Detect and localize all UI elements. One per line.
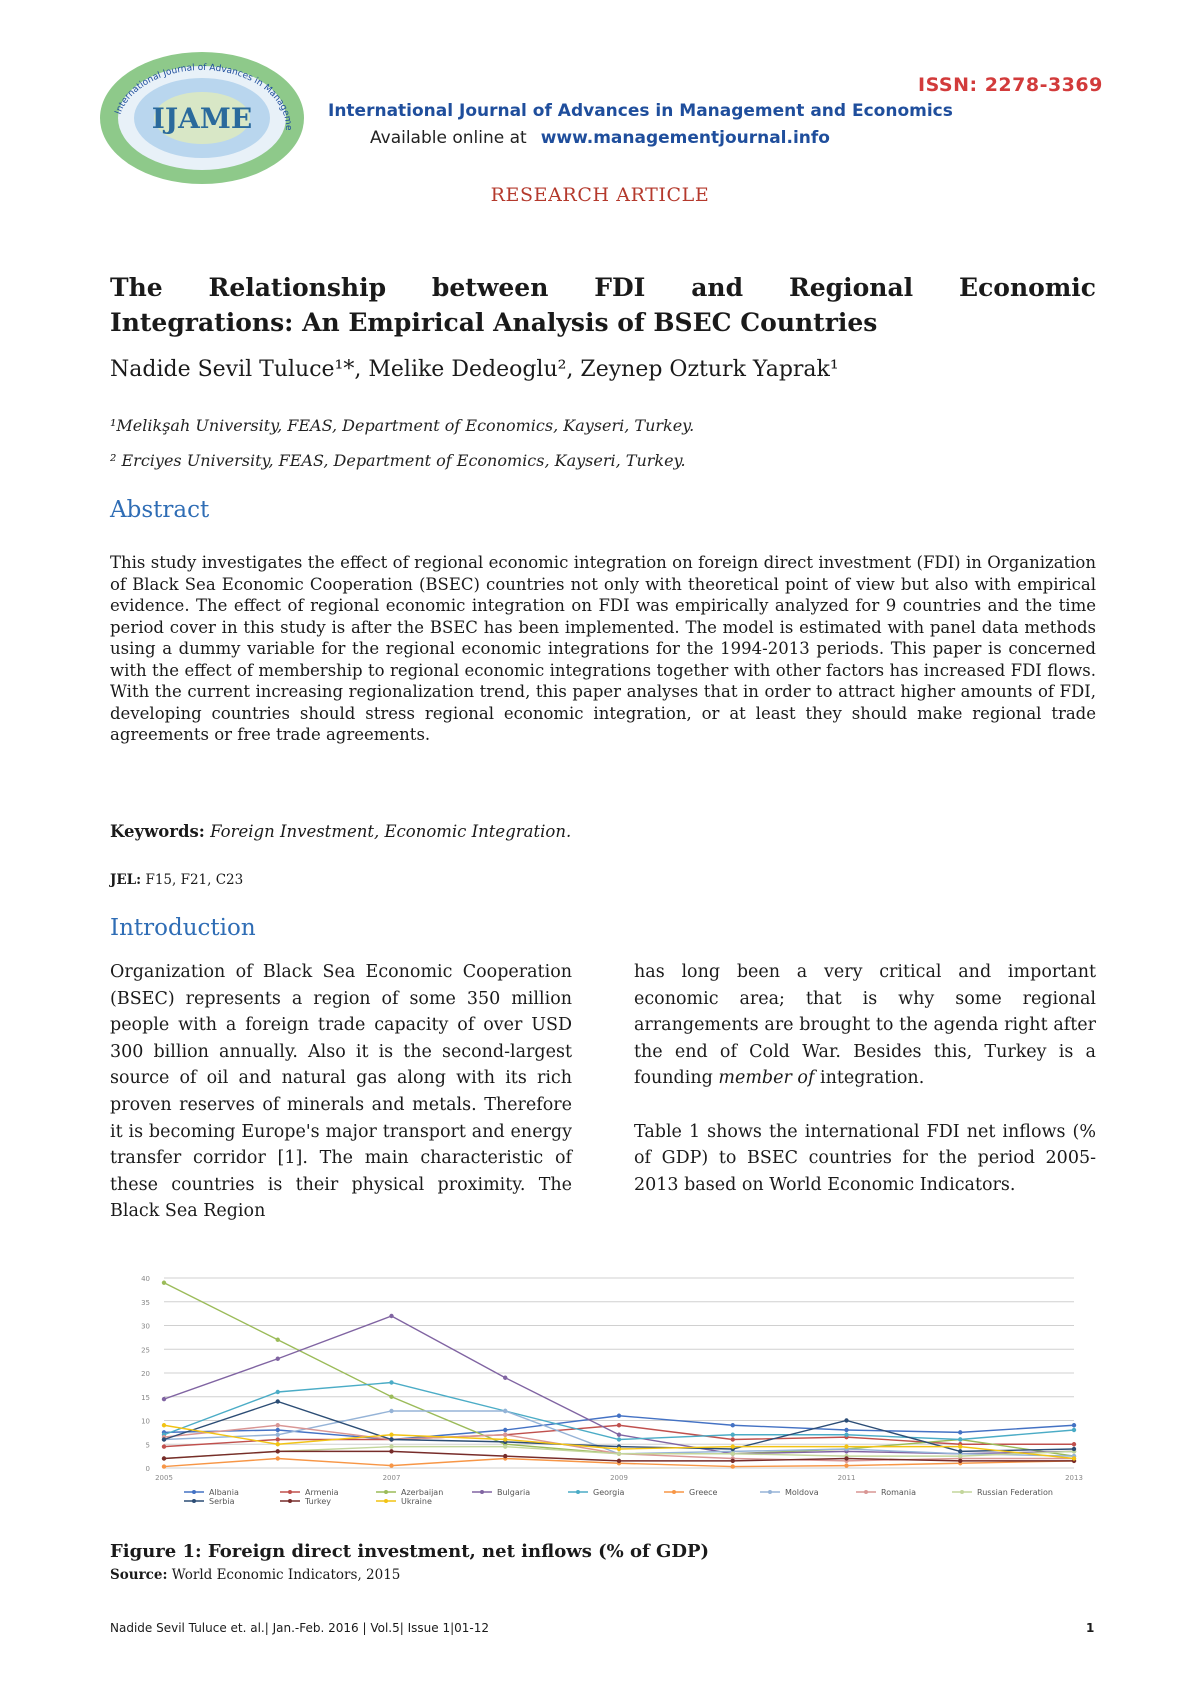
data-point [731,1444,735,1448]
data-point [731,1433,735,1437]
data-point [162,1423,166,1427]
data-point [162,1456,166,1460]
data-point [503,1376,507,1380]
keywords-label: Keywords: [110,822,205,841]
logo-text: IJAME [151,102,253,135]
data-point [162,1444,166,1448]
x-tick-label: 2013 [1065,1474,1083,1482]
data-point [276,1423,280,1427]
logo-ring-text: International Journal of Advances in Manageme [113,62,294,131]
data-point [503,1454,507,1458]
data-point [844,1463,848,1467]
data-point [389,1380,393,1384]
data-point [276,1357,280,1361]
fdi-line-chart [124,1268,1094,1544]
legend-label: Serbia [209,1497,235,1506]
abstract-text: This study investigates the effect of regional economic integration on foreign direct investment (FDI) in Organization of Black Sea Economic Cooperation (BSEC) countries not only with theoretical point of view but also with empirical evidence. The effect of regional economic integration on FDI was empirically analyzed for 9 countries and the time period cover in this study is after the BSEC has been implemented. The model is estimated with panel data methods using a dummy variable for the regional economic integrations for the 1994-2013 periods. This paper is concerned with the effect of membership to regional economic integrations together with other factors has increased FDI flows. With the current increasing regionalization trend, this paper analyses that in order to attract higher amounts of FDI, developing countries should stress regional economic integration, or at least they should make regional trade agreements or free trade agreements. [110,553,1096,744]
data-point [1072,1442,1076,1446]
article-title [110,270,1096,340]
legend-label: Azerbaijan [401,1488,444,1497]
keywords [110,822,571,841]
affiliation-2: ² Erciyes University, FEAS, Department of Economics, Kayseri, Turkey. [110,451,686,470]
data-point [958,1459,962,1463]
data-point [503,1437,507,1441]
issn: ISSN: 2278-3369 [918,74,1103,96]
data-point [844,1428,848,1432]
legend-marker [480,1490,484,1494]
intro-paragraph-2-text: has long been a very critical and important economic area; that is why some regional arrangements are brought to the agenda right after the end of Cold War. Besides this, Turkey is a founding [634,962,1096,1089]
data-point [389,1314,393,1318]
article-type: RESEARCH ARTICLE [490,184,710,206]
jel-codes [110,872,243,888]
data-point [276,1338,280,1342]
legend-marker [960,1490,964,1494]
y-tick-label: 25 [141,1346,150,1355]
data-point [731,1459,735,1463]
legend-marker [384,1490,388,1494]
data-point [1072,1447,1076,1451]
legend-marker [288,1499,292,1503]
abstract-heading: Abstract [110,497,210,523]
data-point [276,1442,280,1446]
page-number: 1 [1086,1621,1095,1635]
data-point [617,1414,621,1418]
intro-column-2 [634,959,1096,1225]
intro-paragraph-3: Table 1 shows the international FDI net inflows (% of GDP) to BSEC countries for the period 2005-2013 based on World Economic Indicators. [634,1121,1096,1195]
introduction-heading: Introduction [110,915,256,941]
x-tick-label: 2005 [155,1474,173,1482]
data-point [958,1430,962,1434]
legend-marker [576,1490,580,1494]
data-point [958,1449,962,1453]
data-point [844,1433,848,1437]
data-point [389,1409,393,1413]
data-point [844,1418,848,1422]
available-online [370,128,830,148]
legend-marker [192,1490,196,1494]
series-line [164,1383,1074,1440]
intro-emphasis: member of [718,1068,815,1089]
data-point [844,1456,848,1460]
legend-marker [672,1490,676,1494]
affiliation-1: ¹Melikşah University, FEAS, Department of Economics, Kayseri, Turkey. [110,416,695,435]
data-point [389,1395,393,1399]
data-point [503,1409,507,1413]
data-point [276,1428,280,1432]
legend-marker [384,1499,388,1503]
intro-paragraph-2-end: integration. [814,1068,925,1089]
data-point [389,1463,393,1467]
data-point [389,1433,393,1437]
intro-paragraph-2 [634,959,1096,1092]
legend-label: Turkey [305,1497,332,1506]
intro-column-1 [110,959,572,1252]
data-point [617,1423,621,1427]
y-tick-label: 20 [141,1370,150,1378]
available-label: Available online at [370,128,527,148]
data-point [617,1452,621,1456]
legend-marker [768,1490,772,1494]
data-point [503,1428,507,1432]
y-tick-label: 35 [141,1298,150,1307]
keywords-text: Foreign Investment, Economic Integration. [210,822,572,841]
data-point [731,1437,735,1441]
journal-url[interactable]: www.managementjournal.info [540,128,830,148]
figure-caption: Figure 1: Foreign direct investment, net inflows (% of GDP) [110,1541,710,1562]
source-text: World Economic Indicators, 2015 [171,1567,401,1583]
legend-label: Moldova [785,1488,819,1497]
title-line-2: Integrations: An Empirical Analysis of BSEC Countries [110,308,878,337]
data-point [389,1437,393,1441]
data-point [958,1444,962,1448]
authors: Nadide Sevil Tuluce¹*, Melike Dedeoglu², Zeynep Ozturk Yaprak¹ [110,357,839,382]
data-point [276,1449,280,1453]
x-tick-label: 2011 [837,1474,856,1482]
legend-label: Romania [881,1488,916,1497]
data-point [503,1444,507,1448]
title-line-1: The Relationship between FDI and Regional Economic [110,273,1096,302]
data-point [503,1433,507,1437]
legend-label: Georgia [593,1488,625,1497]
y-tick-label: 0 [145,1465,150,1473]
data-point [958,1437,962,1441]
data-point [617,1433,621,1437]
x-tick-label: 2007 [382,1474,401,1482]
y-tick-label: 5 [145,1441,150,1450]
data-point [276,1399,280,1403]
data-point [617,1437,621,1441]
data-point [276,1433,280,1437]
jel-text: F15, F21, C23 [145,872,244,888]
chart-svg [124,1268,1094,1544]
intro-paragraph-1: Organization of Black Sea Economic Cooperation (BSEC) represents a region of some 350 million people with a foreign trade capacity of over USD 300 billion annually. Also it is the second-largest source of oil and natural gas along with its rich proven reserves of minerals and metals. Therefore it is becoming Europe's major transport and energy transfer corridor [1]. The main characteristic of these countries is their physical proximity. The Black Sea Region [110,962,572,1222]
data-point [162,1464,166,1468]
legend-label: Ukraine [401,1497,432,1506]
data-point [1072,1428,1076,1432]
data-point [389,1449,393,1453]
data-point [731,1423,735,1427]
journal-name: International Journal of Advances in Management and Economics [328,101,953,121]
legend-label: Greece [689,1488,718,1497]
legend-marker [288,1490,292,1494]
footer-citation: Nadide Sevil Tuluce et. al.| Jan.-Feb. 2016 | Vol.5| Issue 1|01-12 [110,1621,489,1635]
legend-marker [864,1490,868,1494]
legend-marker [192,1499,196,1503]
data-point [276,1437,280,1441]
data-point [958,1454,962,1458]
figure-source [110,1567,400,1583]
data-point [617,1447,621,1451]
data-point [731,1452,735,1456]
data-point [617,1459,621,1463]
data-point [389,1444,393,1448]
y-tick-label: 30 [141,1322,150,1331]
data-point [1072,1456,1076,1460]
data-point [1072,1423,1076,1427]
jel-label: JEL: [110,872,142,888]
x-tick-label: 2009 [610,1474,628,1482]
legend-label: Bulgaria [497,1488,531,1497]
legend-label: Armenia [305,1488,339,1497]
legend-label: Albania [209,1488,239,1497]
data-point [162,1281,166,1285]
y-tick-label: 10 [141,1417,150,1426]
y-tick-label: 15 [141,1393,150,1402]
source-label: Source: [110,1567,168,1583]
data-point [276,1456,280,1460]
legend-label: Russian Federation [977,1488,1053,1497]
data-point [162,1397,166,1401]
data-point [844,1444,848,1448]
journal-logo [96,48,308,186]
data-point [731,1464,735,1468]
data-point [276,1390,280,1394]
y-tick-label: 40 [141,1275,150,1283]
data-point [162,1437,166,1441]
